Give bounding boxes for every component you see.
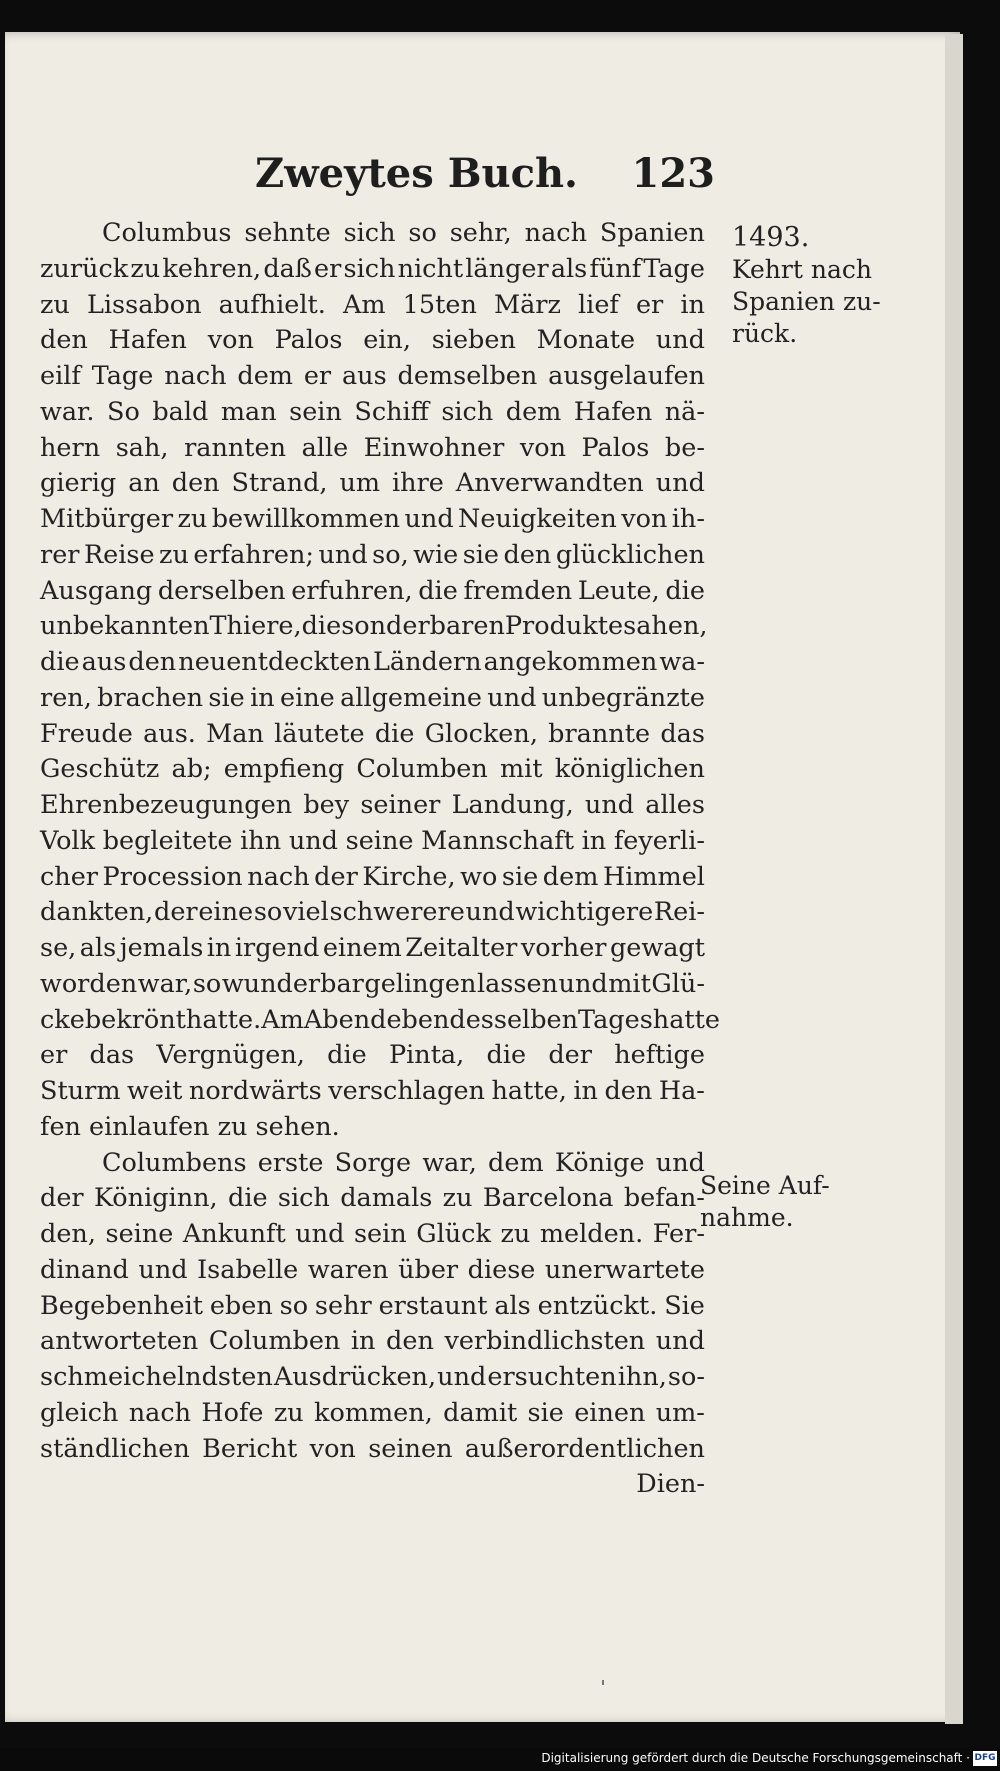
body-text [40,216,720,1503]
text-line: Columbens erste Sorge war, dem Könige und [102,1147,705,1178]
text-line: antworteten Columben in den verbindlichsten und [40,1326,705,1357]
text-line: worden war, so wunderbar gelingen lassen und mit Glü- [40,968,705,999]
text-line: Geschütz ab; empfieng Columben mit königlichen [40,754,705,785]
text-line: Ausgang derselben erfuhren, die fremden Leute, die [40,575,705,606]
text-line: fen einlaufen zu sehen. [40,1111,340,1142]
text-line: hern sah, rannten alle Einwohner von Palos be- [40,432,705,463]
marginal-note-line: 1493. [732,222,810,253]
text-line: dinand und Isabelle waren über diese unerwartete [40,1254,705,1285]
text-line: Freude aus. Man läutete die Glocken, brannte das [40,718,705,749]
catchword: Dien- [636,1469,705,1500]
text-line: zurück zu kehren, daß er sich nicht länger als fünf Tage [40,253,705,284]
marginal-note-line: Kehrt nach [732,255,872,284]
text-line: gleich nach Hofe zu kommen, damit sie einen um- [40,1397,705,1428]
text-line: gierig an den Strand, um ihre Anverwandten und [40,468,705,499]
page-number: 123 [631,150,715,197]
text-line: dankten, der eine so viel schwerere und wichtigere Rei- [40,897,705,928]
text-line: ren, brachen sie in eine allgemeine und unbegränzte [40,682,705,713]
running-head [255,150,715,206]
text-line: rer Reise zu erfahren; und so, wie sie den glücklichen [40,539,705,570]
text-line: die aus den neuentdeckten Ländern angekommen wa- [40,647,705,677]
running-head-title: Zweytes Buch. [255,150,578,197]
text-line: Mitbürger zu bewillkommen und Neuigkeiten von ih- [40,504,705,534]
text-line: Sturm weit nordwärts verschlagen hatte, in den Ha- [40,1076,705,1106]
page-edge [945,34,963,1724]
text-line: Ehrenbezeugungen bey seiner Landung, und alles [40,790,705,820]
text-line: cke bekrönt hatte. Am Abend eben desselben Tages hatte [40,1004,720,1035]
text-line: Volk begleitete ihn und seine Mannschaft in feyerli- [40,825,705,856]
text-line: cher Procession nach der Kirche, wo sie dem Himmel [40,861,705,892]
text-line: er das Vergnügen, die Pinta, die der heftige [40,1040,705,1071]
text-line: schmeichelndsten Ausdrücken, und ersuchten ihn, so- [40,1362,705,1392]
text-line: der Königinn, die sich damals zu Barcelona befan- [40,1183,705,1214]
text-line: se, als jemals in irgend einem Zeitalter vorher gewagt [40,933,705,963]
text-line: den Hafen von Palos ein, sieben Monate und [40,325,705,356]
marginal-note [700,1170,860,1234]
text-line: Columbus sehnte sich so sehr, nach Spanien [102,218,705,248]
text-line: eilf Tage nach dem er aus demselben ausgelaufen [40,361,705,391]
marginal-note [732,222,882,350]
text-line: den, seine Ankunft und sein Glück zu melden. Fer- [40,1219,705,1249]
text-line: ständlichen Bericht von seinen außerordentlichen [40,1433,705,1464]
dfg-logo: DFG [973,1751,997,1766]
marginal-note-line: rück. [732,319,798,348]
marginal-note-line: nahme. [700,1203,794,1232]
marginal-note-line: Seine Auf- [700,1171,830,1200]
digitization-credit: Digitalisierung gefördert durch die Deutsche Forschungsgemeinschaft · [541,1751,970,1765]
marginal-note-line: Spanien zu- [732,287,881,316]
text-line: zu Lissabon aufhielt. Am 15ten März lief er in [40,289,705,320]
paper-speck [602,1680,604,1685]
text-line: unbekannten Thiere, die sonderbaren Produkte sahen, [40,611,708,642]
text-line: Begebenheit eben so sehr erstaunt als entzückt. Sie [40,1290,705,1321]
text-line: war. So bald man sein Schiff sich dem Hafen nä- [40,396,705,427]
